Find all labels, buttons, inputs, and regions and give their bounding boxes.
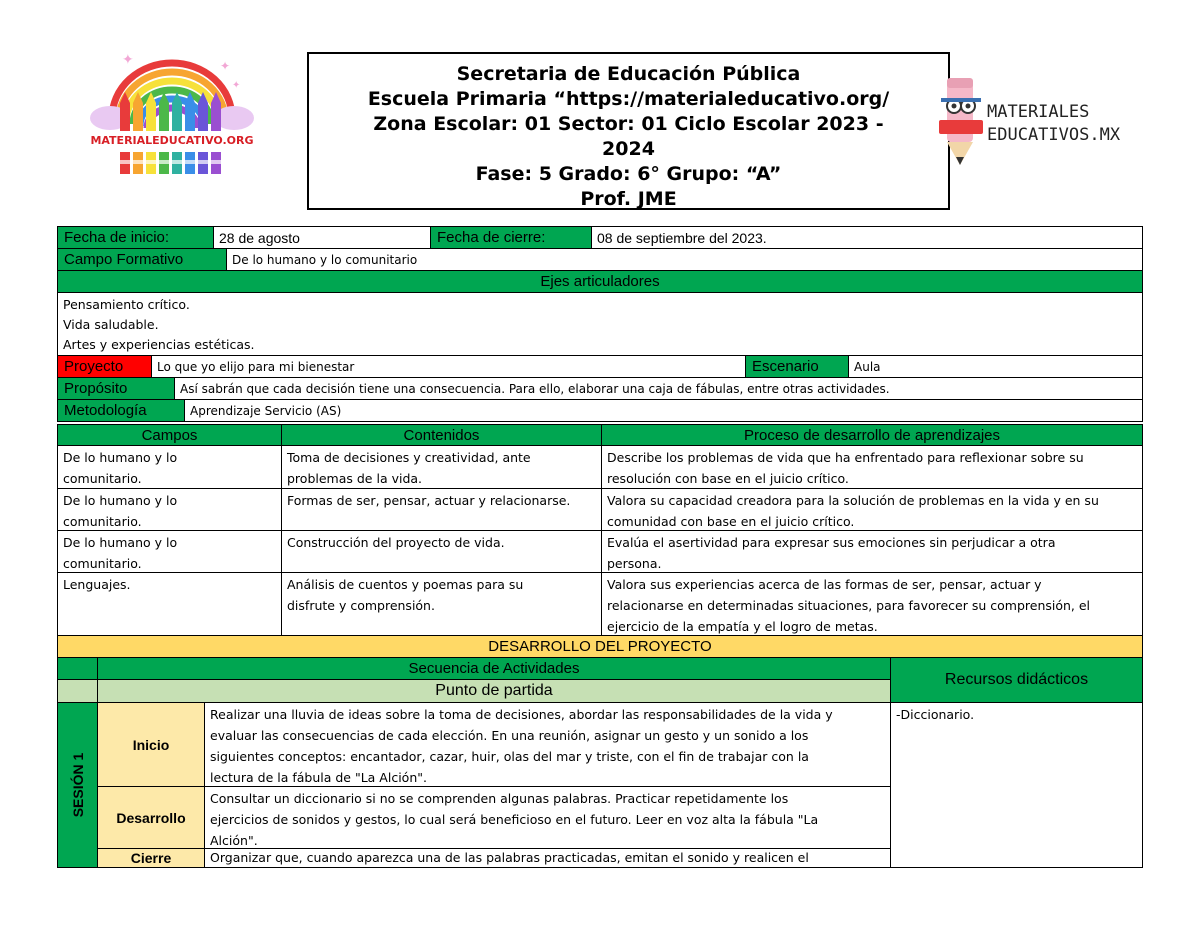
table-row-contenido: Toma de decisiones y creatividad, ante problemas de la vida. bbox=[281, 445, 602, 489]
secuencia-header: Secuencia de Actividades bbox=[97, 657, 891, 680]
table-row-contenido: Construcción del proyecto de vida. bbox=[281, 530, 602, 573]
table-row-campo: De lo humano y lo comunitario. bbox=[57, 530, 282, 573]
logo-right-line1: MATERIALES bbox=[987, 102, 1090, 122]
title-line: Secretaria de Educación Pública bbox=[456, 63, 801, 85]
table-row-proceso: Valora su capacidad creadora para la solución de problemas en la vida y en su comunidad con base en el juicio crítico. bbox=[601, 488, 1143, 531]
proyecto-value: Lo que yo elijo para mi bienestar bbox=[151, 355, 746, 378]
title-line: Zona Escolar: 01 Sector: 01 Ciclo Escolar 2023 - bbox=[373, 113, 884, 135]
campo-formativo-label: Campo Formativo bbox=[57, 248, 227, 271]
eje-item: Vida saludable. bbox=[63, 317, 159, 332]
inicio-label: Inicio bbox=[97, 702, 205, 787]
eje-item: Artes y experiencias estéticas. bbox=[63, 337, 255, 352]
escenario-value: Aula bbox=[848, 355, 1143, 378]
table-row-proceso: Evalúa el asertividad para expresar sus emociones sin perjudicar a otra persona. bbox=[601, 530, 1143, 573]
proposito-value: Así sabrán que cada decisión tiene una consecuencia. Para ello, elaborar una caja de fábulas, entre otras actividades. bbox=[174, 377, 1143, 400]
punto-partida-header: Punto de partida bbox=[97, 679, 891, 703]
fecha-inicio-label: Fecha de inicio: bbox=[57, 226, 214, 249]
title-line: Prof. JME bbox=[580, 188, 677, 210]
school-header-box bbox=[307, 52, 950, 210]
table-row-proceso: Valora sus experiencias acerca de las formas de ser, pensar, actuar y relacionarse en determinadas situaciones, para favorecer su comprensión, el ejercicio de la empatía y el logro de metas. bbox=[601, 572, 1143, 636]
logo-right-line2: EDUCATIVOS.MX bbox=[987, 125, 1121, 145]
fecha-cierre-value: 08 de septiembre del 2023. bbox=[591, 226, 1143, 249]
desarrollo-text: Consultar un diccionario si no se comprenden algunas palabras. Practicar repetidamente los ejercicios de sonidos y gestos, lo cual será beneficioso en el futuro. Leer en voz alta la fábula "La Alción". bbox=[204, 786, 891, 849]
table-row-contenido: Formas de ser, pensar, actuar y relacionarse. bbox=[281, 488, 602, 531]
proposito-label: Propósito bbox=[57, 377, 175, 400]
desarrollo-label: Desarrollo bbox=[97, 786, 205, 849]
materiales-educativos-logo bbox=[935, 70, 1145, 170]
desarrollo-header: DESARROLLO DEL PROYECTO bbox=[57, 635, 1143, 658]
inicio-text: Realizar una lluvia de ideas sobre la toma de decisiones, abordar las responsabilidades de la vida y evaluar las consecuencias de cada elección. En una reunión, asignar un gesto y un sonido a los siguientes conceptos: encantador, cazar, huir, olas del mar y triste, con el fin de trabajar con la lectura de la fábula de "La Alción". bbox=[204, 702, 891, 787]
table-row-contenido: Análisis de cuentos y poemas para su disfrute y comprensión. bbox=[281, 572, 602, 636]
sesion-1-label-cell bbox=[57, 702, 98, 868]
col-header-campos: Campos bbox=[57, 424, 282, 446]
sesion-corner-cell bbox=[57, 657, 98, 680]
sesion-1-label: SESIÓN 1 bbox=[69, 752, 86, 818]
col-header-contenidos: Contenidos bbox=[281, 424, 602, 446]
title-line: Escuela Primaria “https://materialeducativo.org/ bbox=[367, 88, 890, 110]
campo-formativo-value: De lo humano y lo comunitario bbox=[226, 248, 1143, 271]
ejes-header: Ejes articuladores bbox=[57, 270, 1143, 293]
title-line: 2024 bbox=[602, 138, 655, 160]
recurso-item: -Diccionario. bbox=[896, 707, 975, 722]
svg-text:✦: ✦ bbox=[122, 52, 134, 68]
svg-text:✦: ✦ bbox=[232, 80, 241, 91]
title-line: Fase: 5 Grado: 6° Grupo: “A” bbox=[475, 163, 782, 185]
cierre-text: Organizar que, cuando aparezca una de las palabras practicadas, emitan el sonido y realicen el bbox=[204, 848, 891, 868]
logo-left-text: MATERIALEDUCATIVO.ORG bbox=[90, 134, 254, 147]
table-row-campo: De lo humano y lo comunitario. bbox=[57, 488, 282, 531]
metodologia-label: Metodología bbox=[57, 399, 185, 422]
metodologia-value: Aprendizaje Servicio (AS) bbox=[184, 399, 1143, 422]
table-row-proceso: Describe los problemas de vida que ha enfrentado para reflexionar sobre su resolución con base en el juicio crítico. bbox=[601, 445, 1143, 489]
recursos-header: Recursos didácticos bbox=[890, 657, 1143, 703]
pencil-mascot-icon bbox=[935, 70, 990, 170]
svg-text:✦: ✦ bbox=[220, 59, 231, 73]
table-row-campo: De lo humano y lo comunitario. bbox=[57, 445, 282, 489]
recursos-cell bbox=[890, 702, 1143, 868]
fecha-inicio-value: 28 de agosto bbox=[213, 226, 431, 249]
materialeducativo-logo bbox=[82, 48, 262, 188]
proyecto-label: Proyecto bbox=[57, 355, 152, 378]
ejes-list bbox=[57, 292, 1143, 356]
rainbow-crayons-icon bbox=[82, 48, 262, 188]
punto-corner-cell bbox=[57, 679, 98, 703]
col-header-proceso: Proceso de desarrollo de aprendizajes bbox=[601, 424, 1143, 446]
eje-item: Pensamiento crítico. bbox=[63, 297, 190, 312]
table-row-campo: Lenguajes. bbox=[57, 572, 282, 636]
fecha-cierre-label: Fecha de cierre: bbox=[430, 226, 592, 249]
escenario-label: Escenario bbox=[745, 355, 849, 378]
cierre-label: Cierre bbox=[97, 848, 205, 868]
